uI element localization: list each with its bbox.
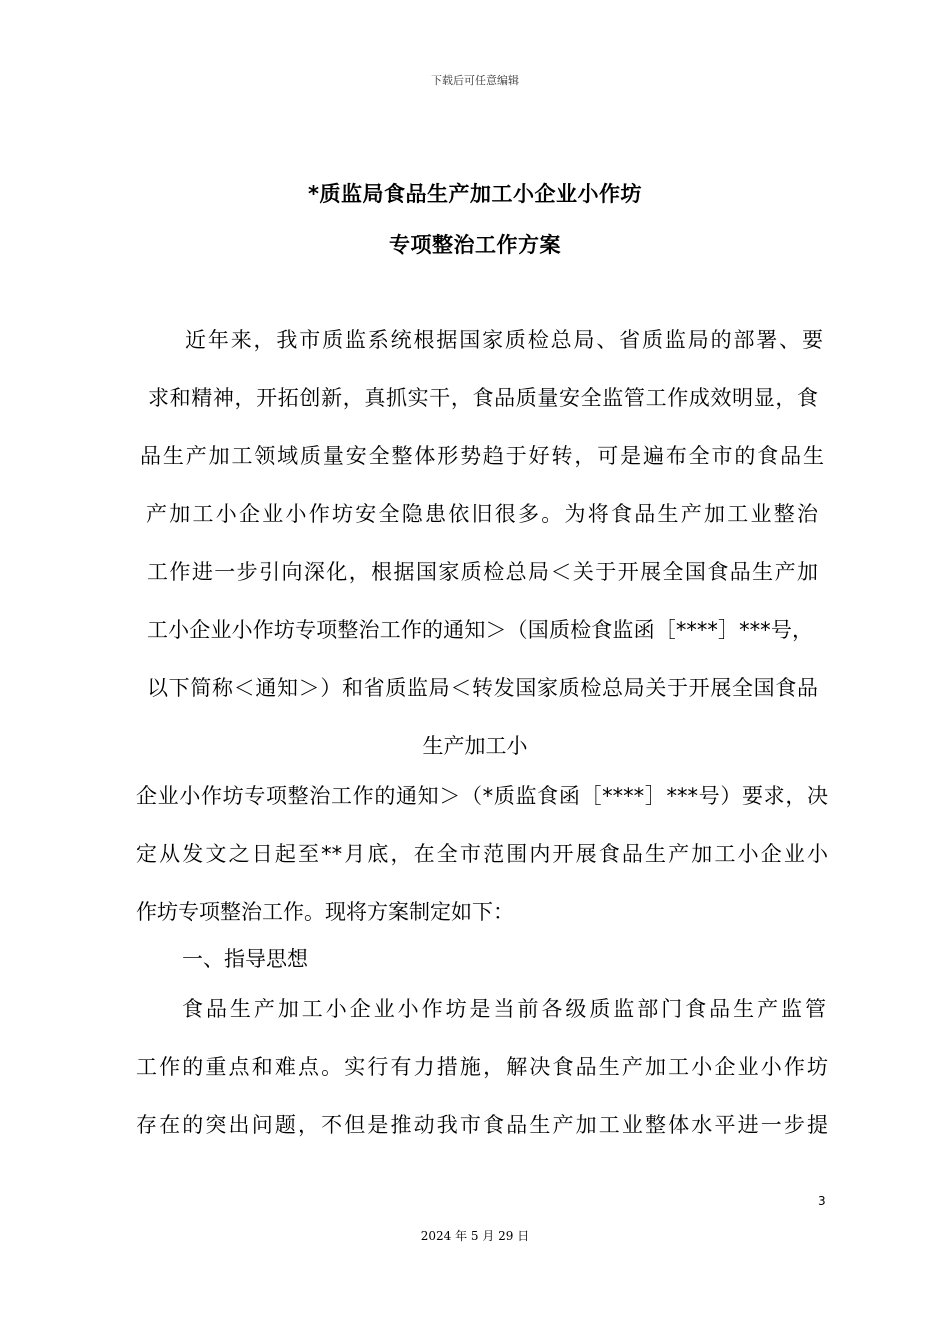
document-title-line-1: *质监局食品生产加工小企业小作坊	[308, 182, 642, 206]
page-number: 3	[818, 1194, 826, 1208]
body-line: 以下简称＜通知＞）和省质监局＜转发国家质检总局关于开展全国食品	[147, 676, 818, 700]
body-line: 企业小作坊专项整治工作的通知＞（*质监食函［****］***号）要求，决	[136, 784, 828, 808]
body-line: 工作进一步引向深化，根据国家质检总局＜关于开展全国食品生产加	[147, 560, 818, 584]
body-line: 作坊专项整治工作。现将方案制定如下：	[136, 900, 514, 924]
body-line: 存在的突出问题，不但是推动我市食品生产加工业整体水平进一步提	[136, 1113, 828, 1137]
body-line: 工小企业小作坊专项整治工作的通知＞（国质检食监函［****］***号，	[147, 618, 813, 642]
body-line: 品生产加工领域质量安全整体形势趋于好转，可是遍布全市的食品生	[140, 444, 824, 468]
body-line: 产加工小企业小作坊安全隐患依旧很多。为将食品生产加工业整治	[146, 502, 818, 526]
body-line: 近年来，我市质监系统根据国家质检总局、省质监局的部署、要	[185, 328, 823, 352]
body-line: 生产加工小	[422, 734, 528, 758]
document-title-line-2: 专项整治工作方案	[389, 233, 561, 257]
body-line: 定从发文之日起至**月底，在全市范围内开展食品生产加工小企业小	[136, 842, 828, 866]
section-heading: 一、指导思想	[182, 947, 308, 971]
body-line: 工作的重点和难点。实行有力措施，解决食品生产加工小企业小作坊	[136, 1055, 828, 1079]
body-line: 食品生产加工小企业小作坊是当前各级质监部门食品生产监管	[182, 997, 826, 1021]
header-note: 下载后可任意编辑	[431, 74, 519, 87]
body-line: 求和精神，开拓创新，真抓实干，食品质量安全监管工作成效明显，食	[148, 386, 818, 410]
footer-date: 2024 年 5 月 29 日	[420, 1229, 530, 1243]
